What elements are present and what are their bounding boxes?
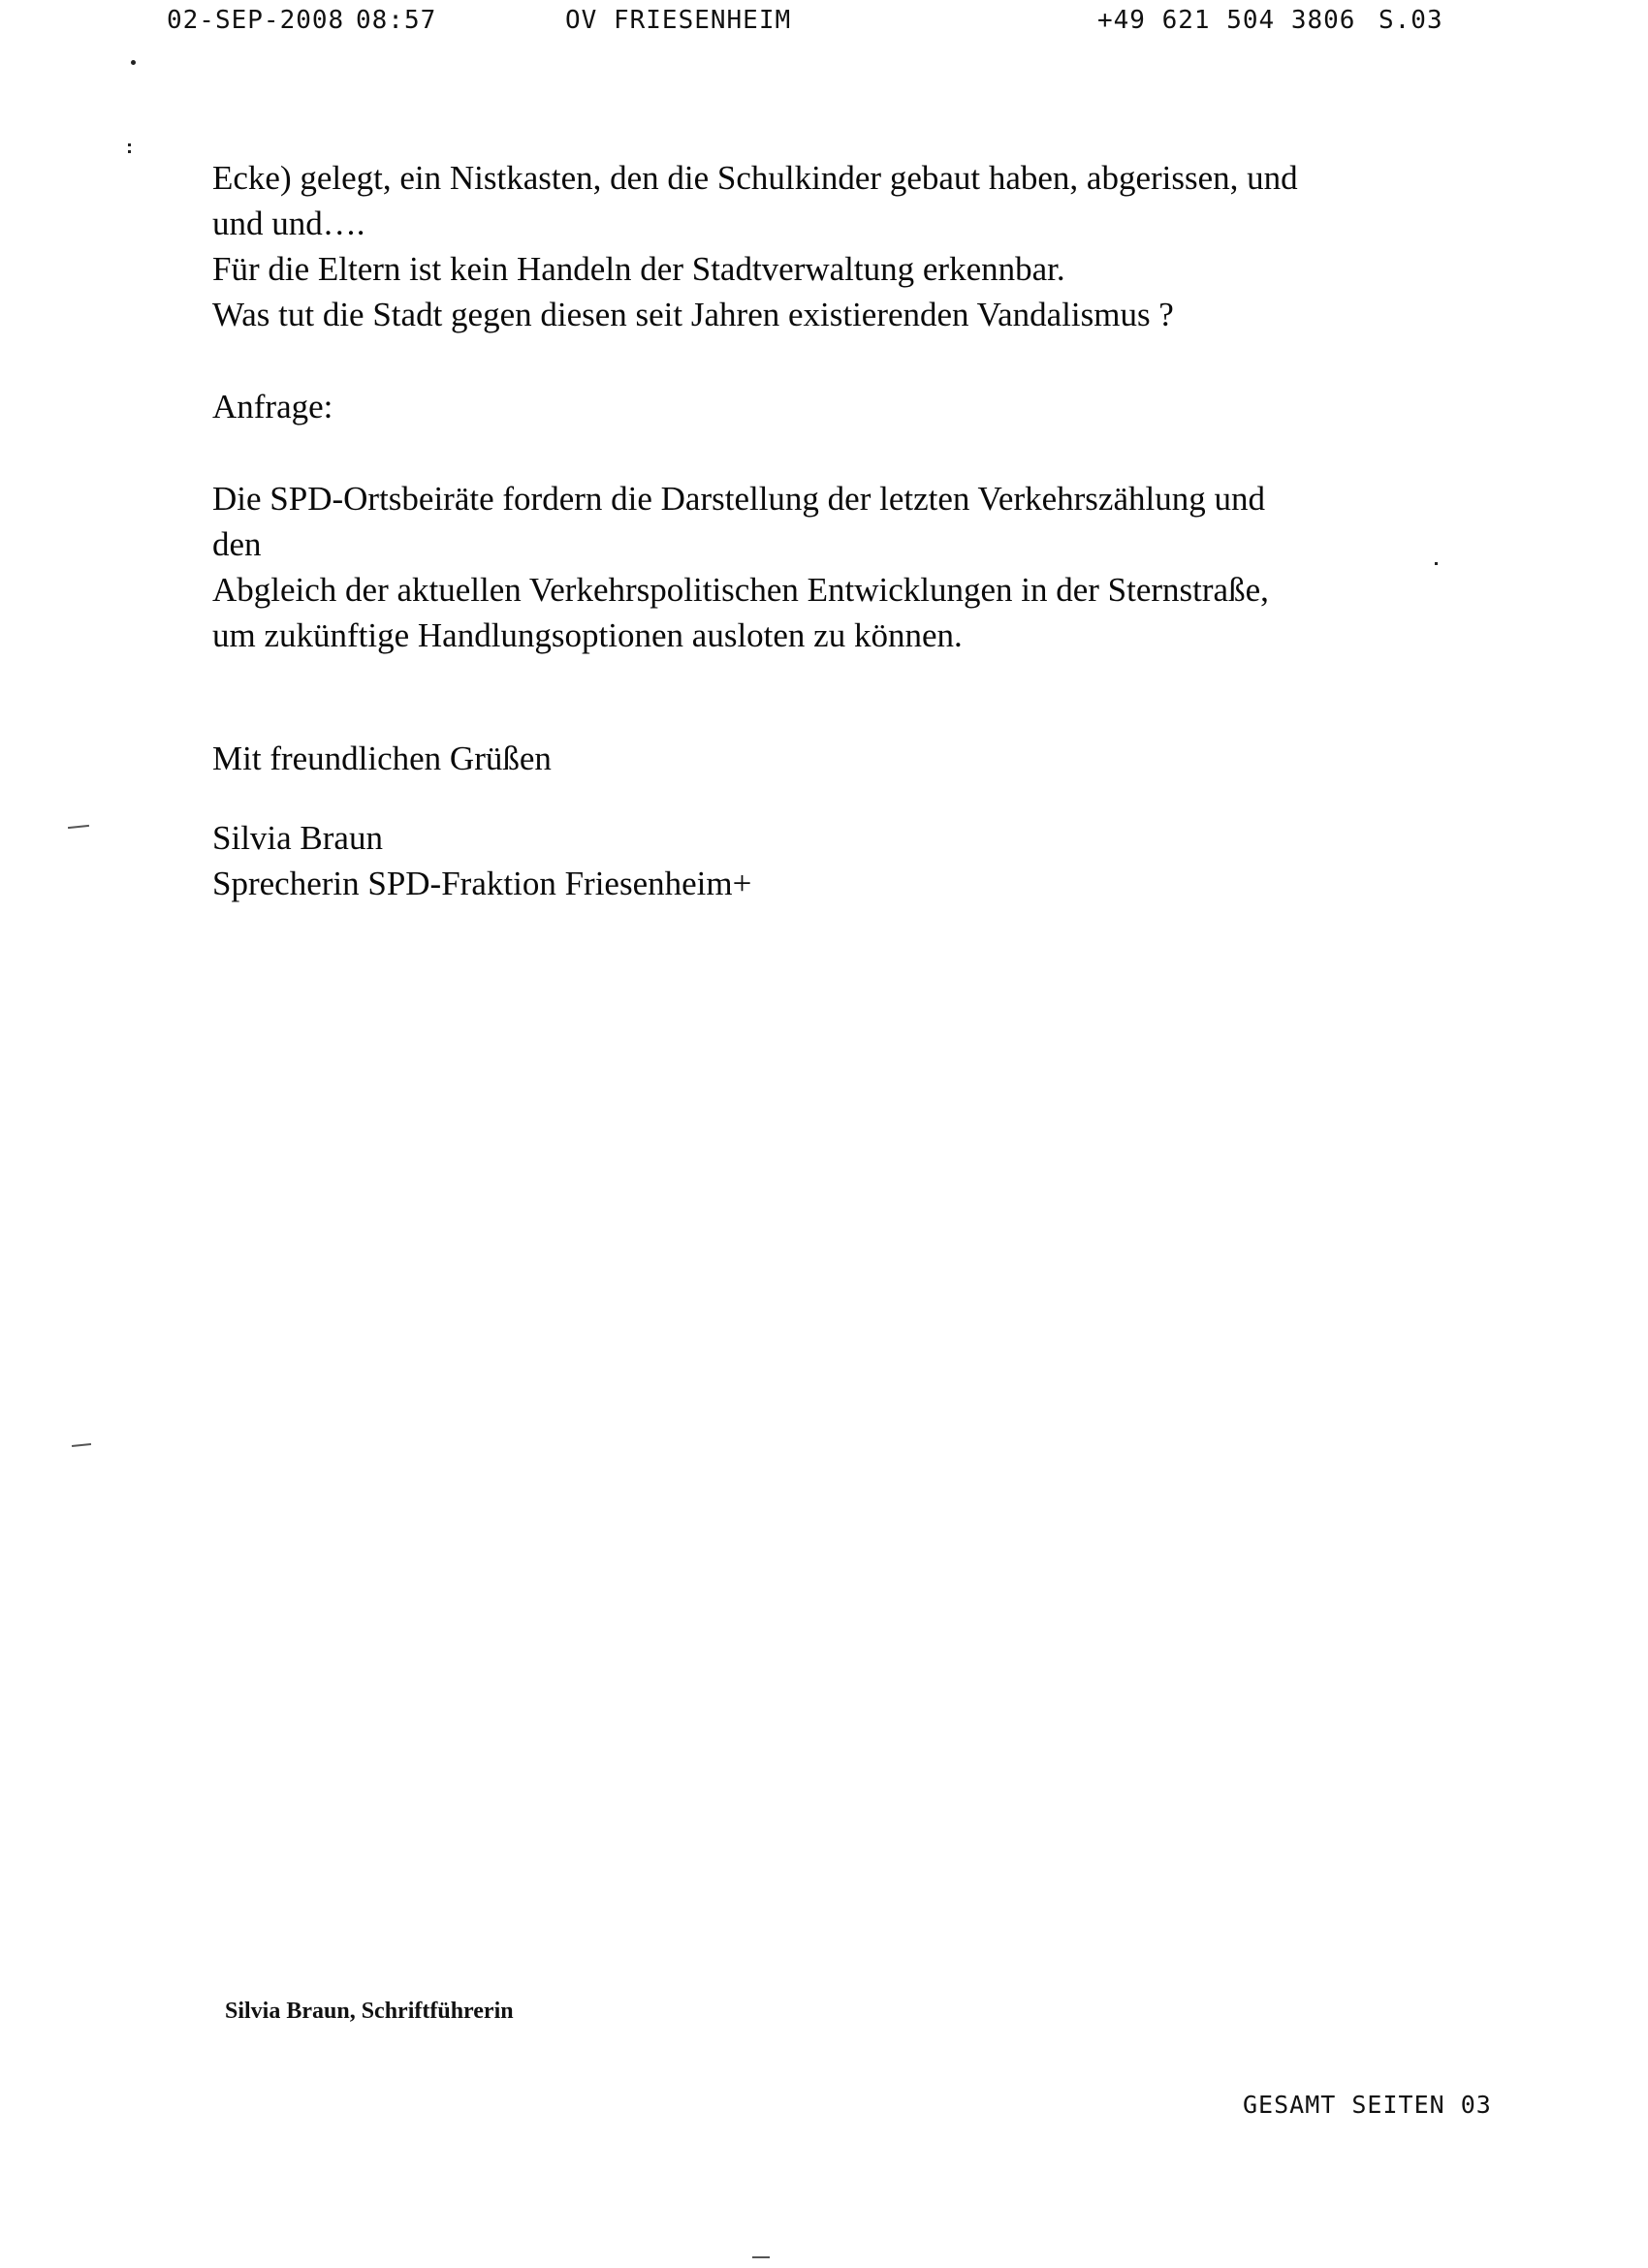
text-line: Abgleich der aktuellen Verkehrspolitischen Entwicklungen in der Sternstraße, [212, 571, 1269, 609]
text-line: um zukünftige Handlungsoptionen ausloten zu können. [212, 616, 963, 654]
text-line: Die SPD-Ortsbeiräte fordern die Darstellung der letzten Verkehrszählung und [212, 480, 1265, 518]
fax-header [0, 6, 1648, 45]
signer-title: Sprecherin SPD-Fraktion Friesenheim+ [212, 865, 752, 902]
fax-date: 02-SEP-2008 [167, 6, 345, 35]
scan-speck [131, 60, 136, 65]
fax-time: 08:57 [356, 6, 437, 35]
footer-signature: Silvia Braun, Schriftführerin [225, 1999, 514, 2024]
scan-speck [128, 150, 131, 153]
letter-body [212, 155, 1473, 906]
fax-sender: OV FRIESENHEIM [565, 6, 792, 35]
text-line: Was tut die Stadt gegen diesen seit Jahren existierenden Vandalismus ? [212, 296, 1174, 333]
scan-mark [68, 825, 89, 829]
text-line: und und…. [212, 205, 365, 242]
inquiry-heading: Anfrage: [212, 388, 333, 425]
scan-speck [128, 143, 131, 146]
fax-total-pages: GESAMT SEITEN 03 [1243, 2091, 1492, 2119]
text-line: Ecke) gelegt, ein Nistkasten, den die Schulkinder gebaut haben, abgerissen, und [212, 159, 1298, 197]
signer-name: Silvia Braun [212, 819, 383, 857]
text-line: den [212, 525, 262, 563]
fax-page-number: S.03 [1379, 6, 1443, 35]
paragraph-inquiry [212, 476, 1473, 658]
signer-block [212, 815, 1473, 906]
paragraph-vandalism [212, 155, 1473, 337]
scan-mark [72, 1443, 91, 1447]
closing-greeting: Mit freundlichen Grüßen [212, 740, 552, 777]
fax-phone: +49 621 504 3806 [1097, 6, 1356, 35]
text-line: Für die Eltern ist kein Handeln der Stadtverwaltung erkennbar. [212, 250, 1065, 288]
scan-mark [752, 2256, 770, 2258]
